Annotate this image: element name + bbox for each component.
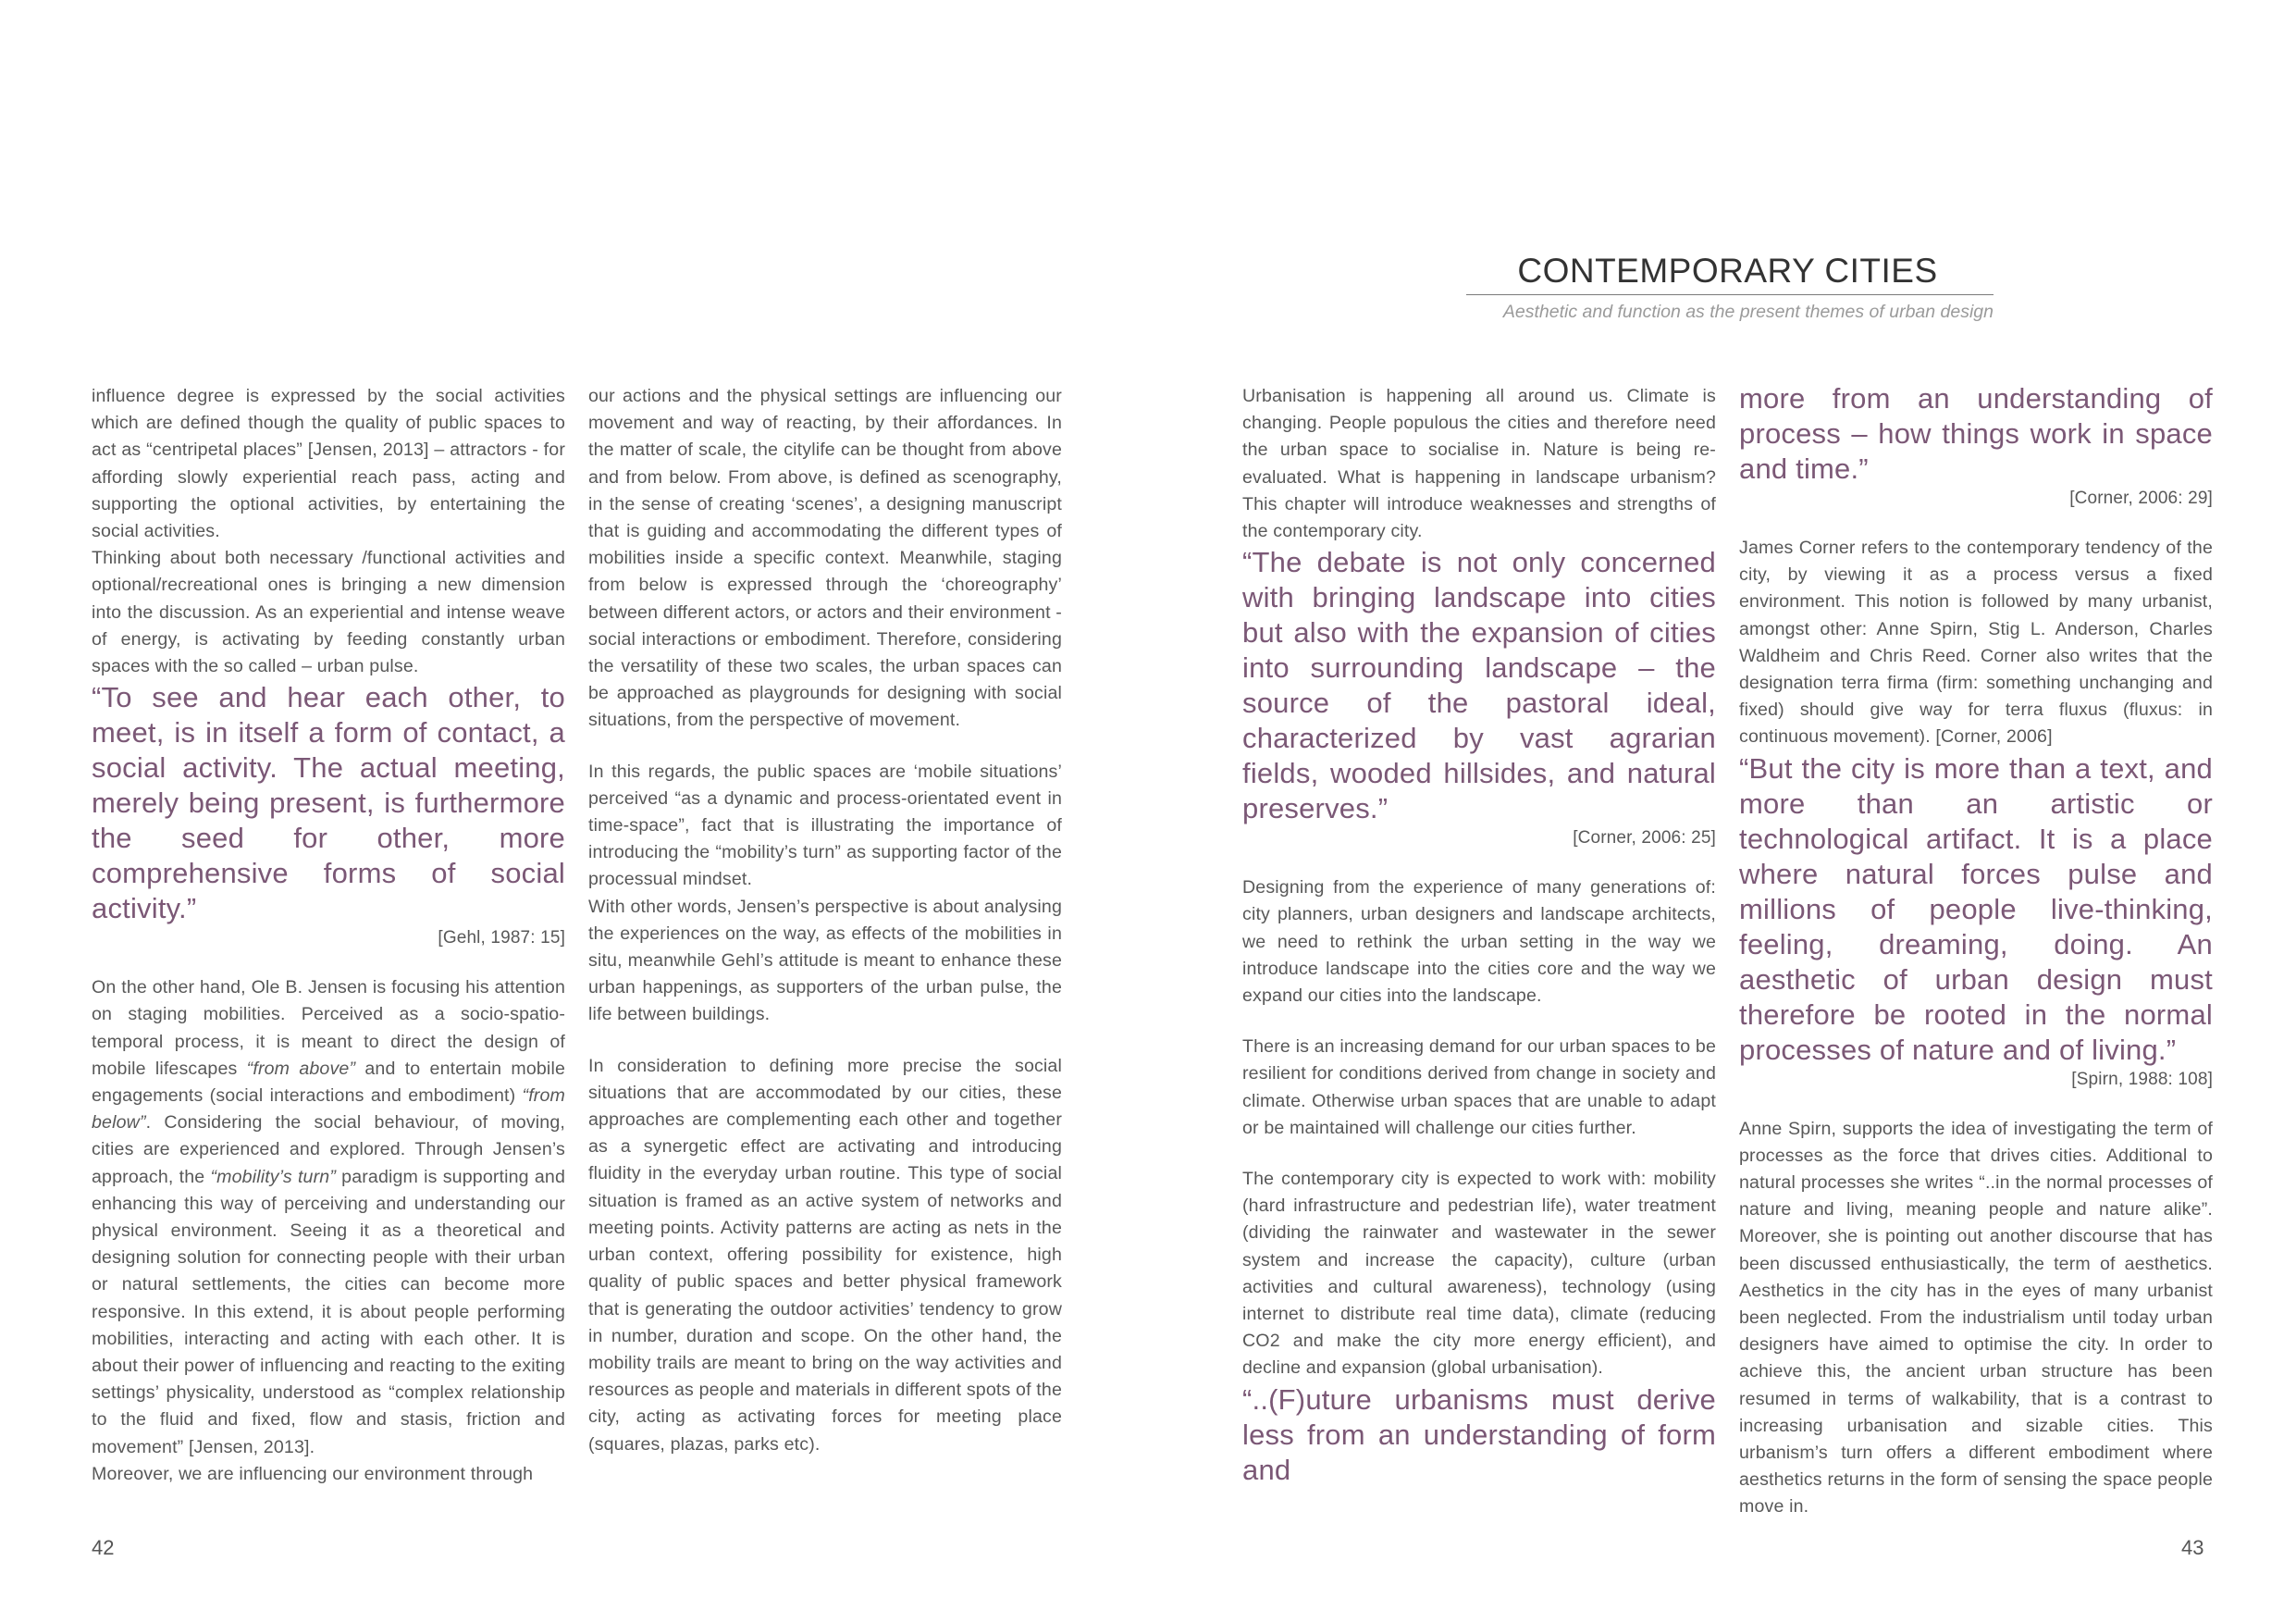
pull-quote: “..(F)uture urbanisms must derive less from an understanding of form and xyxy=(1242,1382,1716,1486)
page-number-right: 43 xyxy=(2181,1536,2204,1559)
citation: [Corner, 2006: 29] xyxy=(2069,489,2213,508)
pull-quote: “To see and hear each other, to meet, is in itself a form of contact, a social activity. The actual meeting, merely being present, is furthermore the seed for other, more comprehensive forms of social activity.” xyxy=(92,681,565,925)
pull-quote: “But the city is more than a text, and more than an artistic or technological artifact. It is a place where natural forces pulse and millions of people live-thinking, feeling, dreaming, doing. An aesthetic of urban design must therefore be rooted in the normal processes of nature and of living.” xyxy=(1739,751,2213,1066)
column-2 xyxy=(588,383,1062,1458)
paragraph: The contemporary city is expected to work with: mobility (hard infrastructure and pedestrian life), water treatment (dividing the rainwater and wastewater in the sewer system and increase the capacity), culture (urban activities and cultural awareness), technology (using internet to distribute real time data), climate (reducing CO2 and make the city more energy efficient), and decline and expansion (global urbanisation). xyxy=(1242,1169,1716,1379)
column-1 xyxy=(92,383,565,1488)
paragraph: Urbanisation is happening all around us. Climate is changing. People populous the cities and therefore need the urban space to socialise in. Nature is being re-evaluated. What is happening in landscape urbanism? This chapter will introduce weaknesses and strengths of the contemporary city. xyxy=(1242,386,1716,542)
paragraph: In this regards, the public spaces are ‘mobile situations’ perceived “as a dynamic and process-orientated event in time-space”, fact that is illustrating the importance of introducing the “mobility’s turn” as supporting factor of the processual mindset. xyxy=(588,761,1062,890)
pull-quote-continued: more from an understanding of process – how things work in space and time.” xyxy=(1739,382,2213,485)
page-number-left: 42 xyxy=(92,1536,115,1559)
paragraph: With other words, Jensen’s perspective is about analysing the experiences on the way, as effects of the mobilities in situ, meanwhile Gehl’s attitude is meant to enhance these urban happenings, as supporters of the urban pulse, the life between buildings. xyxy=(588,896,1062,1025)
chapter-subtitle: Aesthetic and function as the present themes of urban design xyxy=(1502,302,1994,322)
paragraph: influence degree is expressed by the social activities which are defined though the quality of public spaces to act as “centripetal places” [Jensen, 2013] – attractors - for affording slowly experiential reach pass, acting and supporting the optional activities, by entertaining the social activities. xyxy=(92,386,565,542)
paragraph: In consideration to defining more precise the social situations that are accommodated by our cities, these approaches are complementing each other and together as a synergetic effect are activating and introducing fluidity in the everyday urban routine. This type of social situation is framed as an active system of networks and meeting points. Activity patterns are acting as nets in the urban context, offering possibility for existence, high quality of public spaces and better physical framework that is generating the outdoor activities’ tendency to grow in number, duration and scope. On the other hand, the mobility trails are meant to bring on the way activities and resources as people and materials in different spots of the city, acting as activating forces for meeting place (squares, plazas, parks etc). xyxy=(588,1055,1062,1455)
column-3 xyxy=(1242,383,1716,1488)
paragraph: James Corner refers to the contemporary tendency of the city, by viewing it as a process versus a fixed environment. This notion is followed by many urbanist, amongst other: Anne Spirn, Stig L. Anderson, Charles Waldheim and Chris Reed. Corner also writes that the designation terra firma (firm: something unchanging and fixed) should give way for terra fluxus (fluxus: in continuous movement). [Corner, 2006] xyxy=(1739,538,2213,748)
title-rule xyxy=(1466,294,1994,295)
paragraph: There is an increasing demand for our urban spaces to be resilient for conditions derived from change in society and climate. Otherwise urban spaces that are unable to adapt or be maintained will challenge our cities further. xyxy=(1242,1036,1716,1138)
pull-quote: “The debate is not only concerned with bringing landscape into cities but also with the expansion of cities into surrounding landscape – the source of the pastoral ideal, characterized by vast agrarian fields, wooded hillsides, and natural preserves.” xyxy=(1242,546,1716,825)
column-4 xyxy=(1739,381,2213,1521)
paragraph: On the other hand, Ole B. Jensen is focusing his attention on staging mobilities. Perceived as a socio-spatio-temporal process, it is meant to direct the design of mobile lifescapes “from above” and to entertain mobile engagements (social interactions and embodiment) “from below”. Considering the social behaviour, of moving, cities are experienced and explored. Through Jensen’s approach, the “mobility’s turn” paradigm is supporting and enhancing this way of perceiving and understanding our physical environment. Seeing it as a theoretical and designing solution for connecting people with their urban or natural settlements, the cities can become more responsive. In this extend, it is about people performing mobilities, interacting and acting with each other. It is about their power of influencing and reacting to the exiting settings’ physicality, understood as “complex relationship to the fluid and fixed, flow and stasis, friction and movement” [Jensen, 2013]. xyxy=(92,977,566,1457)
citation: [Corner, 2006: 25] xyxy=(1573,828,1716,849)
paragraph: Thinking about both necessary /functional activities and optional/recreational ones is bringing a new dimension into the discussion. As an experiential and intense weave of energy, is activating by feeding constantly urban spaces with the so called – urban pulse. xyxy=(92,548,565,677)
paragraph: Anne Spirn, supports the idea of investigating the term of processes as the force that drives cities. Additional to natural processes she writes “..in the normal processes of nature and living, meaning people and nature alike”. Moreover, she is pointing out another discourse that has been discussed enthusiastically, the term of aesthetics. Aesthetics in the city has in the eyes of many urbanist been neglected. From the industrialism until today urban designers have aimed to optimise the city. In order to achieve this, the ancient urban structure has been resumed in terms of walkability, that is a contrast to increasing urbanisation and sizable cities. This urbanism’s turn offers a different embodiment where aesthetics returns in the form of sensing the space people move in. xyxy=(1739,1118,2213,1518)
paragraph: our actions and the physical settings are influencing our movement and way of reacting, by their affordances. In the matter of scale, the citylife can be thought from above and from below. From above, is defined as scenography, in the sense of creating ‘scenes’, a designing manuscript that is guiding and accommodating the different types of mobilities inside a specific context. Meanwhile, staging from below is expressed through the ‘choreography’ between different actors, or actors and their environment - social interactions or embodiment. Therefore, considering the versatility of these two scales, the urban spaces can be approached as playgrounds for designing with social situations, from the perspective of movement. xyxy=(588,386,1062,731)
chapter-title: CONTEMPORARY CITIES xyxy=(1517,252,1938,290)
paragraph: Moreover, we are influencing our environment through xyxy=(92,1463,534,1484)
citation: [Spirn, 1988: 108] xyxy=(2071,1069,2213,1089)
paragraph: Designing from the experience of many generations of: city planners, urban designers and landscape architects, we need to rethink the urban setting in the way we introduce landscape into the cities core and the way we expand our cities into the landscape. xyxy=(1242,877,1716,1007)
citation: [Gehl, 1987: 15] xyxy=(438,928,565,948)
